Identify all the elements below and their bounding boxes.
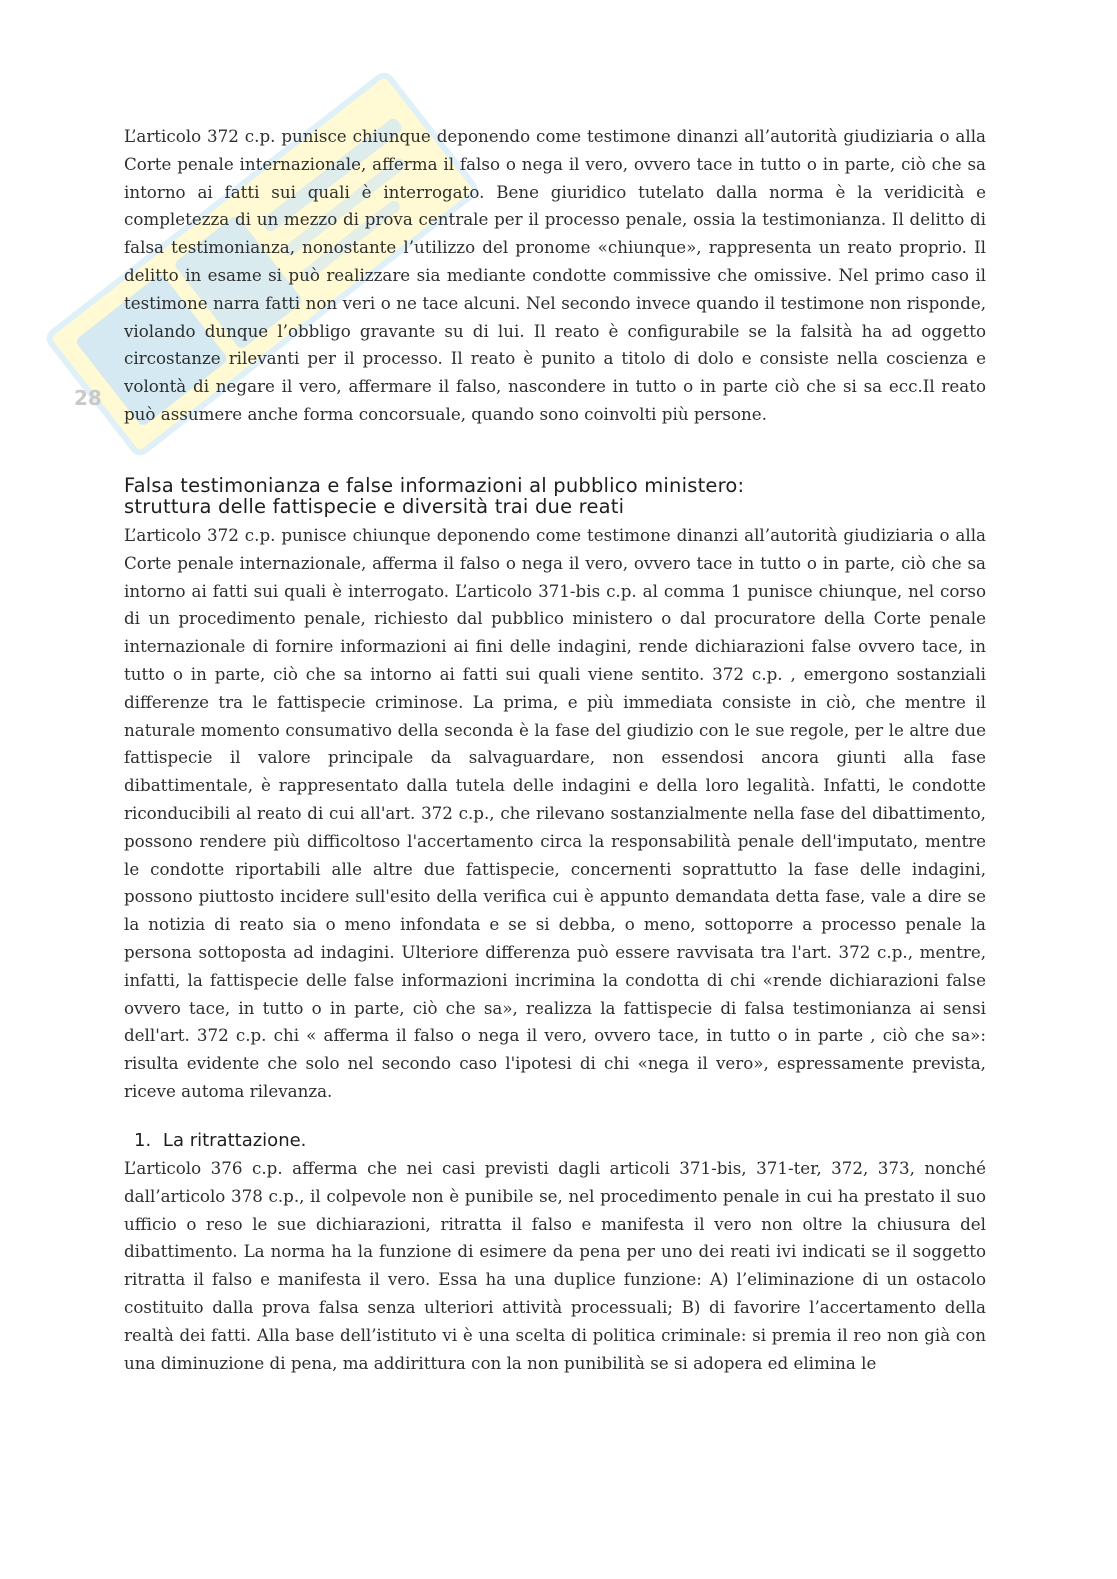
section-heading-line-2: struttura delle fattispecie e diversità trai due reati	[124, 495, 625, 518]
section-heading-line-1: Falsa testimonianza e false informazioni al pubblico ministero:	[124, 474, 745, 497]
subsection-number: 1.	[134, 1130, 152, 1151]
page-number: 28	[74, 386, 102, 410]
subsection-heading	[134, 1130, 306, 1151]
paragraph-falsa-testimonianza: L’articolo 372 c.p. punisce chiunque deponendo come testimone dinanzi all’autorità giudiziaria o alla Corte penale internazionale, afferma il falso o nega il vero, ovvero tace in tutto o in parte, ciò che sa intorno ai fatti sui quali è interrogato. Bene giuridico tutelato dalla norma è la veridicità e completezza di un mezzo di prova centrale per il processo penale, ossia la testimonianza. Il delitto di falsa testimonianza, nonostante l’utilizzo del pronome «chiunque», rappresenta un reato proprio. Il delitto in esame si può realizzare sia mediante condotte commissive che omissive. Nel primo caso il testimone narra fatti non veri o ne tace alcuni. Nel secondo invece quando il testimone non risponde, violando dunque l’obbligo gravante su di lui. Il reato è configurabile se la falsità ha ad oggetto circostanze rilevanti per il processo. Il reato è punito a titolo di dolo e consiste nella coscienza e volontà di negare il vero, affermare il falso, nascondere in tutto o in parte ciò che si sa ecc.Il reato può assumere anche forma concorsuale, quando sono coinvolti più persone.	[124, 126, 986, 424]
section-heading	[124, 475, 974, 517]
subsection-title: La ritrattazione.	[162, 1130, 307, 1151]
paragraph-differenze: L’articolo 372 c.p. punisce chiunque deponendo come testimone dinanzi all’autorità giudiziaria o alla Corte penale internazionale, afferma il falso o nega il vero, ovvero tace in tutto o in parte, ciò che sa intorno ai fatti sui quali è interrogato. L’articolo 371-bis c.p. al comma 1 punisce chiunque, nel corso di un procedimento penale, richiesto dal pubblico ministero o dal procuratore della Corte penale internazionale di fornire informazioni ai fini delle indagini, rende dichiarazioni false ovvero tace, in tutto o in parte, ciò che sa intorno ai fatti sui quali viene sentito. 372 c.p. , emergono sostanziali differenze tra le fattispecie criminose. La prima, e più immediata consiste in ciò, che mentre il naturale momento consumativo della seconda è la fase del giudizio con le sue regole, per le altre due fattispecie il valore principale da salvaguardare, non essendosi ancora giunti alla fase dibattimentale, è rappresentato dalla tutela delle indagini e della loro legalità. Infatti, le condotte riconducibili al reato di cui all'art. 372 c.p., che rilevano sostanzialmente nella fase del dibattimento, possono rendere più difficoltoso l'accertamento circa la responsabilità penale dell'imputato, mentre le condotte riportabili alle altre due fattispecie, concernenti soprattutto la fase delle indagini, possono piuttosto incidere sull'esito della verifica cui è appunto demandata detta fase, vale a dire se la notizia di reato sia o meno infondata e se si debba, o meno, sottoporre a processo penale la persona sottoposta ad indagini. Ulteriore differenza può essere ravvisata tra l'art. 372 c.p., mentre, infatti, la fattispecie delle false informazioni incrimina la condotta di chi «rende dichiarazioni false ovvero tace, in tutto o in parte, ciò che sa», realizza la fattispecie di falsa testimonianza ai sensi dell'art. 372 c.p. chi « afferma il falso o nega il vero, ovvero tace, in tutto o in parte , ciò che sa»: risulta evidente che solo nel secondo caso l'ipotesi di chi «nega il vero», espressamente prevista, riceve automa rilevanza.	[124, 525, 986, 1101]
paragraph-ritrattazione: L’articolo 376 c.p. afferma che nei casi previsti dagli articoli 371-bis, 371-ter, 372, 373, nonché dall’articolo 378 c.p., il colpevole non è punibile se, nel procedimento penale in cui ha prestato il suo ufficio o reso le sue dichiarazioni, ritratta il falso e manifesta il vero non oltre la chiusura del dibattimento. La norma ha la funzione di esimere da pena per uno dei reati ivi indicati se il soggetto ritratta il falso e manifesta il vero. Essa ha una duplice funzione: A) l’eliminazione di un ostacolo costituito dalla prova falsa senza ulteriori attività processuali; B) di favorire l’accertamento della realtà dei fatti. Alla base dell’istituto vi è una scelta di politica criminale: si premia il reo non già con una diminuzione di pena, ma addirittura con la non punibilità se si adopera ed elimina le	[124, 1158, 986, 1373]
